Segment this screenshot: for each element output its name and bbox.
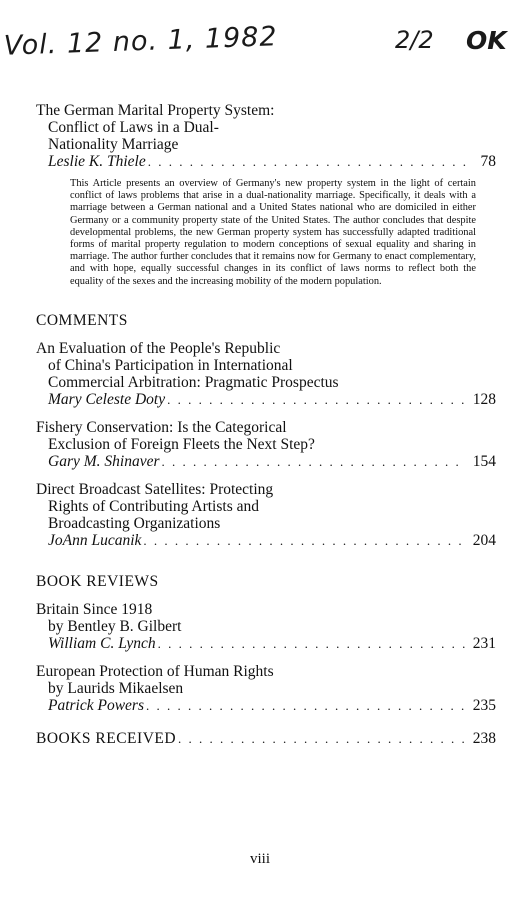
article-entry	[36, 102, 496, 288]
comments-heading: COMMENTS	[36, 311, 128, 329]
book-review-title-line: by Bentley B. Gilbert	[48, 617, 182, 635]
handwritten-ok-note: OK	[466, 26, 507, 55]
book-review-author: Patrick Powers	[48, 696, 144, 714]
article-title-line-2: Conflict of Laws in a Dual-	[48, 119, 219, 136]
article-author: Leslie K. Thiele	[48, 153, 146, 170]
comment-author-row	[36, 532, 496, 549]
books-received-label: BOOKS RECEIVED	[36, 729, 177, 747]
article-title-line-3: Nationality Marriage	[48, 136, 179, 153]
comment-page-number: 154	[472, 452, 496, 470]
comment-title-line: of China's Participation in International	[48, 356, 293, 374]
book-review-title-line: by Laurids Mikaelsen	[48, 679, 184, 697]
comment-entry	[36, 340, 496, 408]
handwritten-page-note: 2/2	[395, 26, 434, 54]
comment-author: JoAnn Lucanik	[48, 531, 142, 549]
book-review-entry	[36, 663, 496, 714]
comment-title-line: Commercial Arbitration: Pragmatic Prospectus	[48, 373, 339, 391]
comment-title-line: Exclusion of Foreign Fleets the Next Step?	[48, 435, 315, 453]
book-review-author: William C. Lynch	[48, 634, 156, 652]
comment-author-row	[36, 391, 496, 408]
dot-leader	[146, 697, 465, 714]
comment-title-line: An Evaluation of the People's Republic	[36, 339, 281, 357]
book-review-entry	[36, 601, 496, 652]
article-abstract: This Article presents an overview of Germany's new property system in the light of certain conflict of laws problems that arise in a dual-nationality marriage. Specifically, it deals with a marriage between a German national and a United States national who are domiciled in either Germany or a community property state of the United States. The author concludes that despite developmental problems, the new German property system has successfully adapted traditional forms of marital property regulation to modern conceptions of sexual equality and sharing in marriage. The author further concludes that it remains now for Germany to enact complementary, and with hope, equally successful changes in its conflict of laws norms to reflect both the equality of the sexes and the increasing mobility of the modern population.	[70, 178, 476, 287]
dot-leader	[148, 153, 466, 170]
comment-page-number: 128	[472, 390, 496, 408]
article-author-row	[36, 153, 496, 170]
book-review-title-line: Britain Since 1918	[36, 600, 153, 618]
comment-title-line: Rights of Contributing Artists and	[48, 497, 259, 515]
article-page-number: 78	[480, 153, 496, 170]
dot-leader	[158, 635, 465, 652]
book-review-title-line: European Protection of Human Rights	[36, 662, 274, 680]
comment-page-number: 204	[472, 531, 496, 549]
comment-author: Mary Celeste Doty	[48, 390, 166, 408]
comment-author: Gary M. Shinaver	[48, 452, 160, 470]
book-review-page-number: 235	[472, 696, 496, 714]
book-review-page-number: 231	[472, 634, 496, 652]
comment-entry	[36, 481, 496, 549]
comment-author-row	[36, 453, 496, 470]
comment-title-line: Direct Broadcast Satellites: Protecting	[36, 480, 274, 498]
comment-entry	[36, 419, 496, 470]
dot-leader	[178, 731, 465, 747]
table-of-contents	[36, 102, 496, 748]
comment-title-line: Broadcasting Organizations	[48, 514, 221, 532]
dot-leader	[143, 532, 464, 549]
article-title-line-1: The German Marital Property System:	[36, 102, 275, 119]
book-review-author-row	[36, 635, 496, 652]
book-review-author-row	[36, 697, 496, 714]
page-number: viii	[249, 851, 270, 867]
dot-leader	[167, 391, 465, 408]
book-reviews-heading: BOOK REVIEWS	[36, 572, 159, 590]
handwritten-volume-note: Vol. 12 no. 1, 1982	[3, 21, 279, 62]
books-received-page-number: 238	[472, 729, 496, 747]
comment-title-line: Fishery Conservation: Is the Categorical	[36, 418, 287, 436]
dot-leader	[162, 453, 465, 470]
books-received-row	[36, 730, 496, 748]
